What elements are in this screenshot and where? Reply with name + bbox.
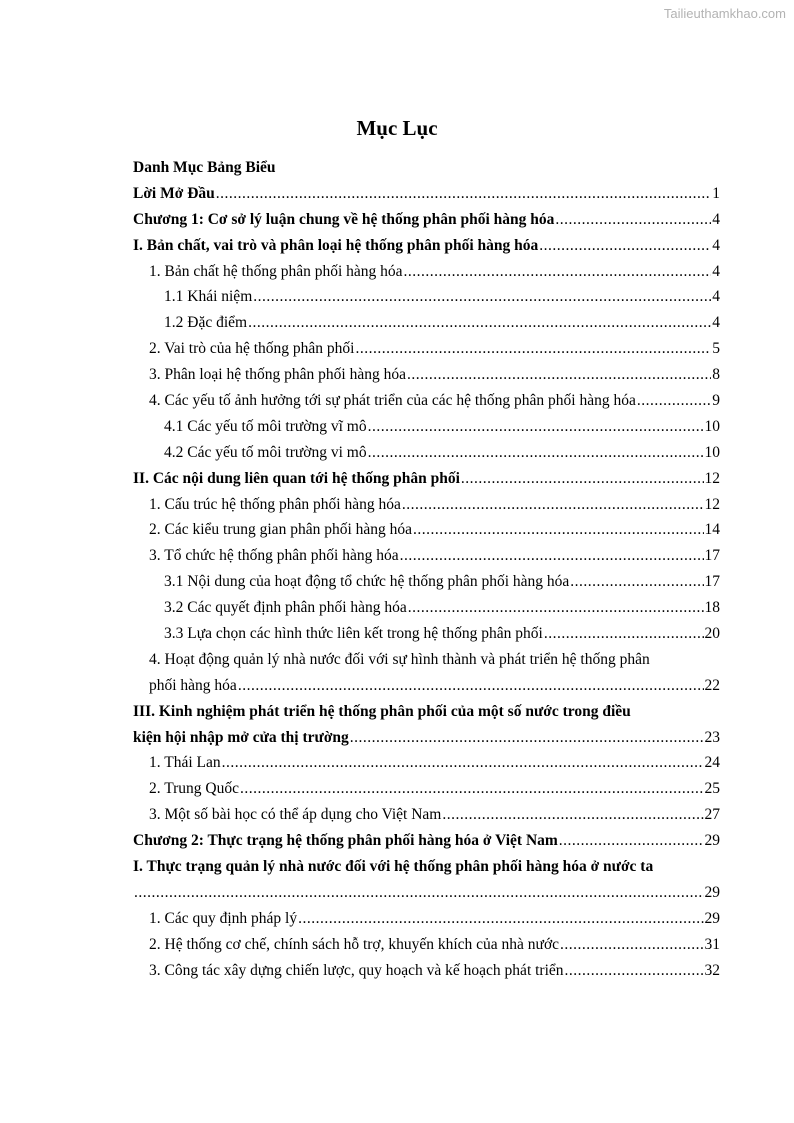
toc-entry[interactable] (133, 155, 720, 181)
toc-entry-title: 2. Trung Quốc (149, 780, 240, 798)
toc-entry[interactable] (133, 647, 720, 673)
dot-leader (368, 414, 704, 440)
toc-entry[interactable] (133, 310, 720, 336)
dot-leader (408, 595, 704, 621)
toc-entry[interactable] (133, 595, 720, 621)
toc-entry[interactable] (133, 362, 720, 388)
dot-leader (400, 543, 704, 569)
toc-entry[interactable] (133, 750, 720, 776)
toc-entry[interactable] (133, 673, 720, 699)
toc-entry-title: III. Kinh nghiệm phát triển hệ thống phân phối của một số nước trong điều (133, 702, 631, 720)
toc-entry-title: 1.1 Khái niệm (164, 288, 253, 306)
dot-leader (544, 621, 704, 647)
dot-leader (559, 828, 704, 854)
toc-entry-title: 3. Phân loại hệ thống phân phối hàng hóa (149, 366, 406, 384)
toc-page-number: 29 (704, 909, 720, 927)
toc-entry-title: 3.2 Các quyết định phân phối hàng hóa (164, 599, 407, 617)
toc-entry[interactable] (133, 802, 720, 828)
toc-entry[interactable] (133, 336, 720, 362)
dot-leader (570, 569, 703, 595)
toc-entry-title: kiện hội nhập mở cửa thị trường (133, 728, 349, 746)
toc-page-number: 9 (712, 392, 720, 410)
toc-entry-title: 4.1 Các yếu tố môi trường vĩ mô (164, 417, 367, 435)
watermark: Tailieuthamkhao.com (663, 6, 786, 21)
toc-entry-title: 3. Công tác xây dựng chiến lược, quy hoạch và kế hoạch phát triển (149, 961, 564, 979)
toc-page-number: 20 (704, 625, 720, 643)
toc-entry-title: 1. Bản chất hệ thống phân phối hàng hóa (149, 262, 403, 280)
toc-entry-title: 3.3 Lựa chọn các hình thức liên kết trong hệ thống phân phối (164, 625, 543, 643)
toc-entry-title: 3. Một số bài học có thể áp dụng cho Việt Nam (149, 806, 442, 824)
dot-leader (298, 906, 703, 932)
dot-leader (637, 388, 711, 414)
table-of-contents (133, 155, 720, 984)
toc-entry-title: 1. Thái Lan (149, 754, 221, 772)
toc-entry[interactable] (133, 517, 720, 543)
toc-page-number: 25 (704, 780, 720, 798)
toc-page-number: 14 (704, 521, 720, 539)
dot-leader (461, 466, 704, 492)
toc-entry-title: Chương 2: Thực trạng hệ thống phân phối hàng hóa ở Việt Nam (133, 832, 558, 850)
toc-page-number: 12 (704, 469, 720, 487)
toc-entry[interactable] (133, 932, 720, 958)
toc-entry[interactable] (133, 414, 720, 440)
toc-entry-title: 1. Các quy định pháp lý (149, 909, 298, 927)
toc-entry-title: I. Bản chất, vai trò và phân loại hệ thống phân phối hàng hóa (133, 236, 539, 254)
toc-entry-title: 3.1 Nội dung của hoạt động tổ chức hệ thống phân phối hàng hóa (164, 573, 570, 591)
toc-entry[interactable] (133, 440, 720, 466)
toc-entry-title: Lời Mở Đầu (133, 184, 215, 202)
toc-page-number: 17 (704, 547, 720, 565)
toc-entry-title: 1. Cấu trúc hệ thống phân phối hàng hóa (149, 495, 401, 513)
toc-entry[interactable] (133, 181, 720, 207)
toc-page-number: 32 (704, 961, 720, 979)
toc-entry[interactable] (133, 828, 720, 854)
toc-entry[interactable] (133, 621, 720, 647)
toc-entry[interactable] (133, 543, 720, 569)
dot-leader (240, 776, 703, 802)
toc-entry-title: 4. Các yếu tố ảnh hưởng tới sự phát triển của các hệ thống phân phối hàng hóa (149, 392, 636, 410)
toc-entry[interactable] (133, 207, 720, 233)
dot-leader (238, 673, 704, 699)
toc-entry[interactable] (133, 569, 720, 595)
toc-entry[interactable] (133, 233, 720, 259)
toc-page-number: 18 (704, 599, 720, 617)
toc-entry[interactable] (133, 725, 720, 751)
toc-entry-title: I. Thực trạng quản lý nhà nước đối với hệ thống phân phối hàng hóa ở nước ta (133, 858, 654, 876)
toc-page-number: 4 (712, 210, 720, 228)
toc-page-number: 10 (704, 443, 720, 461)
toc-page-number: 8 (712, 366, 720, 384)
page-title: Mục Lục (356, 116, 438, 140)
toc-entry[interactable] (133, 776, 720, 802)
toc-entry-title: 4. Hoạt động quản lý nhà nước đối với sự hình thành và phát triển hệ thống phân (149, 650, 650, 668)
toc-entry-title: 2. Các kiểu trung gian phân phối hàng hóa (149, 521, 413, 539)
toc-entry[interactable] (133, 699, 720, 725)
toc-entry[interactable] (133, 284, 720, 310)
toc-page-number: 31 (704, 935, 720, 953)
toc-entry[interactable] (133, 466, 720, 492)
toc-page-number: 23 (704, 728, 720, 746)
toc-page-number: 29 (704, 832, 720, 850)
dot-leader (565, 958, 704, 984)
dot-leader (350, 725, 704, 751)
toc-page-number: 4 (712, 262, 720, 280)
toc-entry-title: Chương 1: Cơ sở lý luận chung về hệ thống phân phối hàng hóa (133, 210, 555, 228)
toc-page-number: 4 (712, 236, 720, 254)
toc-entry-title: 4.2 Các yếu tố môi trường vi mô (164, 443, 367, 461)
dot-leader (404, 259, 712, 285)
dot-leader (368, 440, 704, 466)
dot-leader (253, 284, 711, 310)
toc-page-number: 29 (704, 883, 720, 901)
toc-entry-title: II. Các nội dung liên quan tới hệ thống phân phối (133, 469, 460, 487)
toc-page-number: 22 (704, 676, 720, 694)
dot-leader (539, 233, 711, 259)
toc-entry[interactable] (133, 854, 720, 880)
dot-leader (248, 310, 711, 336)
toc-entry[interactable] (133, 388, 720, 414)
toc-page-number: 4 (712, 288, 720, 306)
toc-page-number: 12 (704, 495, 720, 513)
dot-leader (560, 932, 703, 958)
toc-entry-title: 3. Tổ chức hệ thống phân phối hàng hóa (149, 547, 399, 565)
toc-entry[interactable] (133, 259, 720, 285)
toc-entry-title: 2. Vai trò của hệ thống phân phối (149, 340, 355, 358)
toc-entry-title: Danh Mục Bảng Biểu (133, 159, 276, 176)
dot-leader (134, 880, 704, 906)
toc-page-number: 24 (704, 754, 720, 772)
toc-entry-title: phối hàng hóa (149, 676, 237, 694)
toc-entry[interactable] (133, 492, 720, 518)
toc-entry[interactable] (133, 880, 720, 906)
toc-page-number: 27 (704, 806, 720, 824)
dot-leader (402, 492, 704, 518)
dot-leader (355, 336, 711, 362)
toc-entry[interactable] (133, 958, 720, 984)
dot-leader (413, 517, 703, 543)
toc-page-number: 17 (704, 573, 720, 591)
toc-page-number: 1 (712, 184, 720, 202)
toc-page-number: 10 (704, 417, 720, 435)
toc-page-number: 5 (712, 340, 720, 358)
dot-leader (442, 802, 703, 828)
dot-leader (222, 750, 704, 776)
dot-leader (555, 207, 711, 233)
toc-entry-title: 2. Hệ thống cơ chế, chính sách hỗ trợ, khuyến khích của nhà nước (149, 935, 560, 953)
dot-leader (216, 181, 711, 207)
toc-entry[interactable] (133, 906, 720, 932)
toc-page-number: 4 (712, 314, 720, 332)
dot-leader (407, 362, 711, 388)
toc-entry-title: 1.2 Đặc điểm (164, 314, 248, 332)
